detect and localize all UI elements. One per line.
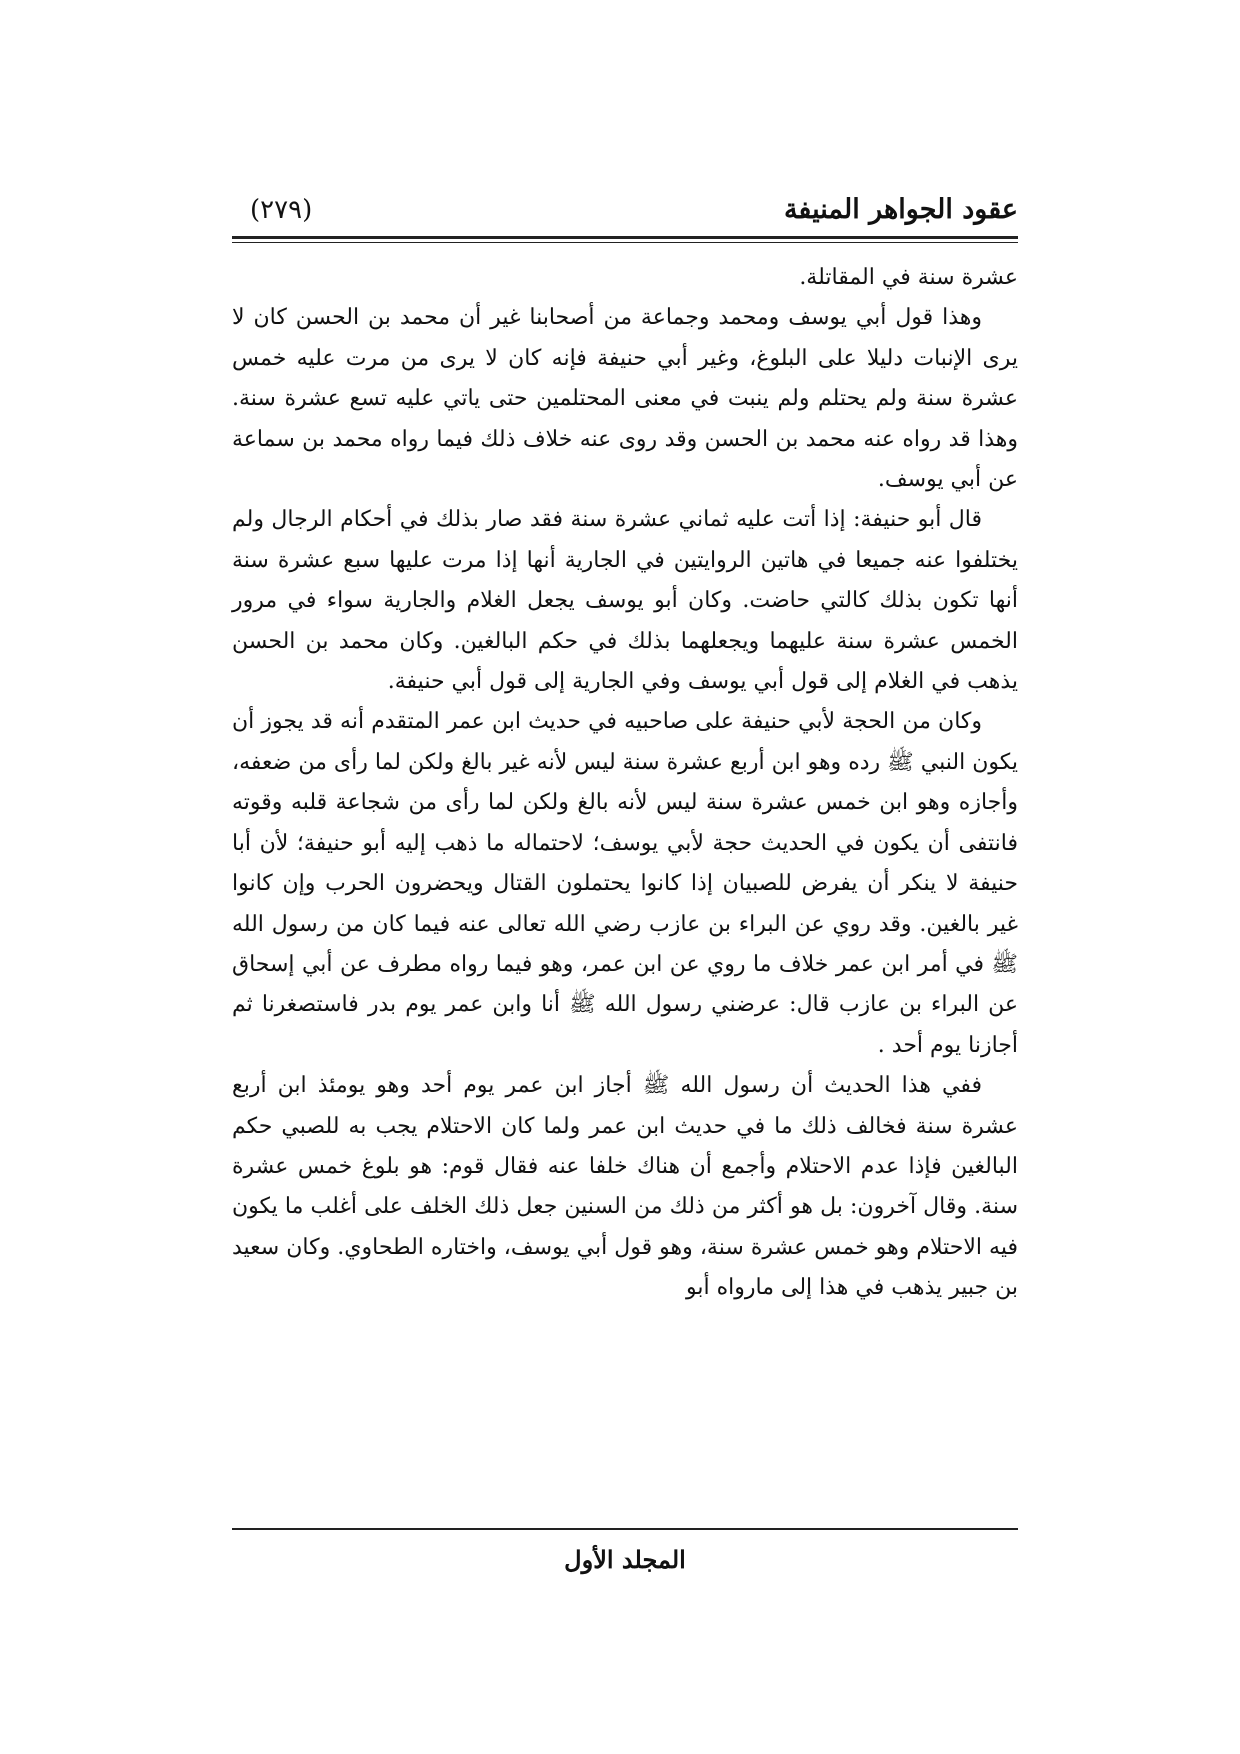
paragraph-2: وهذا قول أبي يوسف ومحمد وجماعة من أصحابنا غير أن محمد بن الحسن كان لا يرى الإنبات دليلا على البلوغ، وغير أبي حنيفة فإنه كان لا يرى من مرت عليه خمس عشرة سنة ولم يحتلم ولم ينبت في معنى المحتلمين حتى ياتي عليه تسع عشرة سنة. وهذا قد رواه عنه محمد بن الحسن وقد روى عنه خلاف ذلك فيما رواه محمد بن سماعة عن أبي يوسف. (232, 305, 1018, 493)
paragraph-4: وكان من الحجة لأبي حنيفة على صاحبيه في حديث ابن عمر المتقدم أنه قد يجوز أن يكون النبي ﷺ رده وهو ابن أربع عشرة سنة ليس لأنه غير بالغ ولكن لما رأى من ضعفه، وأجازه وهو ابن خمس عشرة سنة ليس لأنه بالغ ولكن لما رأى من شجاعة قلبه وقوته فانتفى أن يكون في الحديث حجة لأبي يوسف؛ لاحتماله ما ذهب إليه أبو حنيفة؛ لأن أبا حنيفة لا ينكر أن يفرض للصبيان إذا كانوا يحتملون القتال ويحضرون الحرب وإن كانوا غير بالغين. وقد روي عن البراء بن عازب رضي الله تعالى عنه فيما كان من رسول الله ﷺ في أمر ابن عمر خلاف ما روي عن ابن عمر، وهو فيما رواه مطرف عن أبي إسحاق عن البراء بن عازب قال: عرضني رسول الله ﷺ أنا وابن عمر يوم بدر فاستصغرنا ثم أجازنا يوم أحد . (232, 709, 1018, 1058)
book-title: عقود الجواهر المنيفة (783, 194, 1018, 225)
paragraph-3: قال أبو حنيفة: إذا أتت عليه ثماني عشرة سنة فقد صار بذلك في أحكام الرجال ولم يختلفوا عنه جميعا في هاتين الروايتين في الجارية أنها إذا مرت عليها سبع عشرة سنة أنها تكون بذلك كالتي حاضت. وكان أبو يوسف يجعل الغلام والجارية سواء في مرور الخمس عشرة سنة عليهما ويجعلهما بذلك في حكم البالغين. وكان محمد بن الحسن يذهب في الغلام إلى قول أبي يوسف وفي الجارية إلى قول أبي حنيفة. (232, 507, 1018, 695)
body-text (232, 258, 1018, 1309)
header-divider (232, 236, 1018, 239)
header-divider-thin (232, 242, 1018, 243)
paragraph-5: ففي هذا الحديث أن رسول الله ﷺ أجاز ابن عمر يوم أحد وهو يومئذ ابن أربع عشرة سنة فخالف ذلك ما في حديث ابن عمر ولما كان الاحتلام يجب به للصبي حكم البالغين فإذا عدم الاحتلام وأجمع أن هناك خلفا عنه فقال قوم: هو بلوغ خمس عشرة سنة. وقال آخرون: بل هو أكثر من ذلك من السنين جعل ذلك الخلف على أغلب ما يكون فيه الاحتلام وهو خمس عشرة سنة، وهو قول أبي يوسف، واختاره الطحاوي. وكان سعيد بن جبير يذهب في هذا إلى مارواه أبو (232, 1073, 1018, 1301)
volume-label: المجلد الأول (564, 1545, 686, 1574)
paragraph-1: عشرة سنة في المقاتلة. (799, 265, 1018, 290)
page-header (232, 188, 1018, 232)
page-number: (٢٧٩) (250, 195, 313, 225)
document-page (232, 0, 1018, 1754)
footer-divider (232, 1528, 1018, 1530)
